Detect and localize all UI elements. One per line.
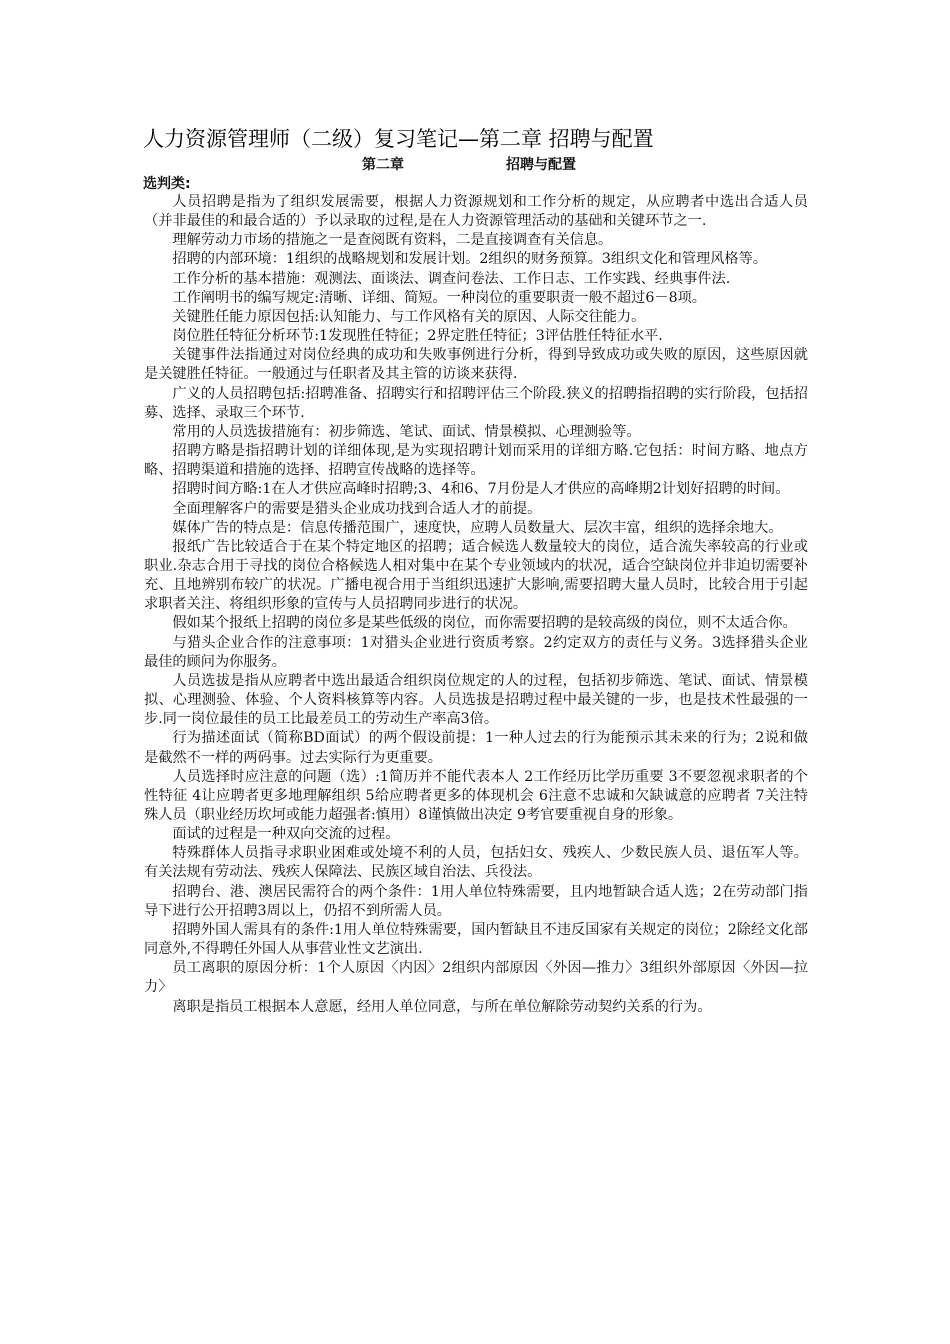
chapter-number: 第二章 (362, 157, 404, 173)
paragraph: 行为描述面试（简称BD面试）的两个假设前提：1一种人过去的行为能预示其未来的行为；2说和做是截然不一样的两码事。过去实际行为更重要。 (144, 730, 808, 766)
paragraph: 员工离职的原因分析：1个人原因〈内因〉2组织内部原因〈外因—推力〉3组织外部原因〈外因—拉力〉 (144, 960, 808, 996)
paragraph: 招聘时间方略:1在人才供应高峰时招聘;3、4和6、7月份是人才供应的高峰期2计划好招聘的时间。 (172, 481, 790, 498)
body-text (144, 193, 808, 1017)
document-title: 人力资源管理师（二级）复习笔记—第二章 招聘与配置 (143, 127, 654, 151)
paragraph: 人员选拔是指从应聘者中选出最适合组织岗位规定的人的过程，包括初步筛选、笔试、面试、情景模拟、心理测验、体验、个人资料核算等内容。人员选拔是招聘过程中最关键的一步，也是技术性最强的一步.同一岗位最佳的员工比最差员工的劳动生产率高3倍。 (144, 672, 808, 728)
paragraph: 面试的过程是一种双向交流的过程。 (172, 826, 400, 843)
paragraph: 招聘台、港、澳居民需符合的两个条件：1用人单位特殊需要，且内地暂缺合适人选；2在劳动部门指导下进行公开招聘3周以上，仍招不到所需人员。 (144, 883, 808, 919)
paragraph: 招聘的内部环境：1组织的战略规划和发展计划。2组织的财务预算。3组织文化和管理风格等。 (172, 251, 767, 268)
paragraph: 招聘外国人需具有的条件:1用人单位特殊需要，国内暂缺且不违反国家有关规定的岗位；2除经文化部同意外,不得聘任外国人从事营业性文艺演出. (144, 921, 808, 958)
paragraph: 全面理解客户的需要是猎头企业成功找到合适人才的前提。 (172, 500, 542, 517)
paragraph: 与猎头企业合作的注意事项：1对猎头企业进行资质考察。2约定双方的责任与义务。3选择猎头企业最佳的顾问为你服务。 (144, 634, 808, 670)
paragraph: 关键事件法指通过对岗位经典的成功和失败事例进行分析，得到导致成功或失败的原因，这些原因就是关键胜任特征。一般通过与任职者及其主管的访谈来获得. (144, 347, 808, 383)
paragraph: 假如某个报纸上招聘的岗位多是某些低级的岗位，而你需要招聘的是较高级的岗位，则不太适合你。 (172, 615, 797, 632)
chapter-heading (0, 155, 950, 175)
paragraph: 人员选择时应注意的问题（选）:1简历并不能代表本人 2工作经历比学历重要 3不要忽视求职者的个性特征 4让应聘者更多地理解组织 5给应聘者更多的体现机会 6注意不忠诚和欠缺诚意的应聘者 7关注特殊人员（职业经历坎坷或能力超强者:慎用）8谨慎做出决定 9考官要重视自身的形象。 (144, 768, 808, 823)
paragraph: 媒体广告的特点是：信息传播范围广，速度快，应聘人员数量大、层次丰富，组织的选择余地大。 (172, 519, 783, 536)
paragraph: 报纸广告比较适合于在某个特定地区的招聘；适合候选人数量较大的岗位，适合流失率较高的行业或职业.杂志合用于寻找的岗位合格候选人相对集中在某个专业领域内的状况，适合空缺岗位并非迫切需要补充、且地辨别布较广的状况。广播电视合用于当组织迅速扩大影响,需要招聘大量人员时，比较合用于引起求职者关注、将组织形象的宣传与人员招聘同步进行的状况。 (144, 538, 808, 613)
paragraph: 离职是指员工根据本人意愿，经用人单位同意，与所在单位解除劳动契约关系的行为。 (172, 998, 712, 1015)
paragraph: 工作阐明书的编写规定:清晰、详细、简短。一种岗位的重要职责一般不超过6－8项。 (172, 289, 706, 306)
paragraph: 人员招聘是指为了组织发展需要，根据人力资源规划和工作分析的规定，从应聘者中选出合适人员（并非最佳的和最合适的）予以录取的过程,是在人力资源管理活动的基础和关键环节之一. (144, 194, 808, 230)
paragraph: 岗位胜任特征分析环节:1发现胜任特征；2界定胜任特征；3评估胜任特征水平. (172, 328, 663, 345)
paragraph: 工作分析的基本措施：观测法、面谈法、调查问卷法、工作日志、工作实践、经典事件法. (172, 270, 731, 287)
section-label: 选判类: (143, 176, 191, 192)
paragraph: 特殊群体人员指寻求职业困难或处境不利的人员，包括妇女、残疾人、少数民族人员、退伍军人等。有关法规有劳动法、残疾人保障法、民族区域自治法、兵役法。 (144, 845, 808, 881)
paragraph: 关键胜任能力原因包括:认知能力、与工作风格有关的原因、人际交往能力。 (172, 308, 646, 325)
paragraph: 常用的人员选拔措施有：初步筛选、笔试、面试、情景模拟、心理测验等。 (172, 423, 641, 440)
paragraph: 招聘方略是指招聘计划的详细体现,是为实现招聘计划而采用的详细方略.它包括：时间方略、地点方略、招聘渠道和措施的选择、招聘宣传战略的选择等。 (144, 443, 808, 479)
paragraph: 理解劳动力市场的措施之一是查阅既有资料，二是直接调查有关信息。 (172, 232, 613, 249)
chapter-title: 招聘与配置 (506, 157, 576, 173)
paragraph: 广义的人员招聘包括:招聘准备、招聘实行和招聘评估三个阶段.狭义的招聘指招聘的实行阶段，包括招募、选择、录取三个环节. (144, 385, 808, 421)
